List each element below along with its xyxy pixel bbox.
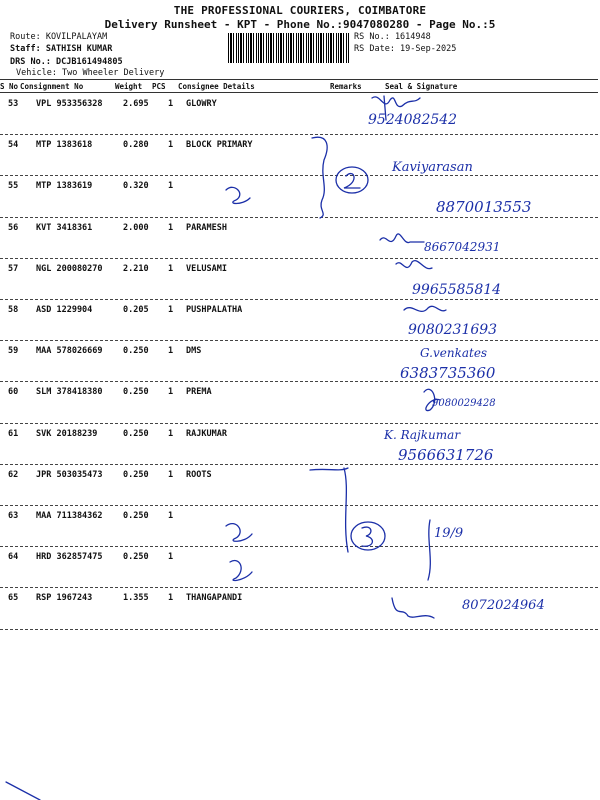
row-consignment: ASD 1229904 — [36, 305, 93, 315]
vehicle-label: Vehicle: Two Wheeler Delivery — [16, 68, 165, 78]
col-sno: S No — [0, 82, 19, 91]
row-consignment: MAA 578026669 — [36, 346, 103, 357]
row-weight: 2.210 — [123, 263, 149, 274]
rs-date: RS Date: 19-Sep-2025 — [354, 44, 457, 54]
row-consignment: KVT 3418361 — [36, 222, 93, 233]
phone-59: 6383735360 — [400, 364, 496, 382]
row-consignee: THANGAPANDI — [186, 593, 243, 604]
company-title: THE PROFESSIONAL COURIERS, COIMBATORE — [173, 4, 427, 17]
name-55: Kaviyarasan — [392, 160, 473, 175]
row-consignment: MTP 1383619 — [36, 181, 93, 192]
signature-53-scribble — [372, 97, 420, 107]
row-weight: 0.280 — [123, 140, 149, 151]
name-59: G.venkates — [420, 346, 488, 360]
route-label: Route: KOVILPALAYAM — [10, 32, 108, 42]
row-consignee: BLOCK PRIMARY — [186, 140, 253, 151]
row-pcs: 1 — [168, 222, 174, 233]
remark-line-62-down — [344, 468, 348, 552]
row-pcs: 1 — [168, 387, 174, 398]
row-pcs: 1 — [168, 346, 174, 357]
remark-bracket — [312, 137, 327, 218]
row-consignee: PARAMESH — [186, 222, 227, 233]
row-pcs: 1 — [168, 140, 174, 151]
row-weight: 2.000 — [123, 222, 149, 233]
col-remarks: Remarks — [330, 82, 362, 91]
row-consignee: RAJKUMAR — [186, 428, 227, 439]
row-sno: 54 — [8, 140, 19, 151]
row-consignee: VELUSAMI — [186, 263, 227, 274]
signature-57-scribble — [396, 261, 432, 269]
row-consignee: PREMA — [186, 387, 212, 398]
runsheet-subtitle: Delivery Runsheet - KPT - Phone No.:9047080280 - Page No.:5 — [104, 18, 496, 31]
row-weight: 0.250 — [123, 428, 149, 439]
row-pcs: 1 — [168, 181, 174, 192]
rs-number: RS No.: 1614948 — [354, 32, 431, 42]
row-sno: 60 — [8, 387, 19, 398]
corner-mark — [6, 782, 40, 800]
row-weight: 0.250 — [123, 511, 149, 521]
consignee-63-scribble — [226, 524, 252, 542]
row-sno: 62 — [8, 469, 19, 480]
row-consignment: RSP 1967243 — [36, 593, 93, 604]
row-sno: 63 — [8, 511, 19, 521]
row-weight: 2.695 — [123, 99, 149, 109]
row-pcs: 1 — [168, 428, 174, 439]
row-sno: 57 — [8, 263, 19, 274]
row-weight: 0.250 — [123, 387, 149, 398]
row-weight: 0.250 — [123, 346, 149, 357]
phone-55: 8870013553 — [436, 198, 532, 216]
row-pcs: 1 — [168, 511, 174, 521]
row-sno: 58 — [8, 305, 19, 315]
row-consignee: ROOTS — [186, 469, 212, 480]
phone-53: 9524082542 — [368, 112, 458, 128]
row-consignee: GLOWRY — [186, 99, 217, 109]
remark-circle-63-digit — [362, 527, 372, 546]
drs-label: DRS No.: DCJB161494805 — [10, 57, 123, 67]
signature-58-scribble — [404, 306, 446, 311]
row-weight: 0.320 — [123, 181, 149, 192]
row-sno: 61 — [8, 428, 19, 439]
remark-circle-55 — [336, 167, 368, 193]
row-pcs: 1 — [168, 263, 174, 274]
consignee-64-scribble — [230, 561, 252, 581]
phone-57: 9965585814 — [412, 282, 502, 298]
row-sno: 55 — [8, 181, 19, 192]
row-consignment: SLM 378418380 — [36, 387, 103, 398]
phone-58: 9080231693 — [408, 322, 498, 338]
row-sno: 59 — [8, 346, 19, 357]
consignee-55-scribble — [226, 187, 250, 203]
row-sno: 53 — [8, 99, 19, 109]
col-weight: Weight — [115, 82, 143, 91]
row-consignment: SVK 20188239 — [36, 428, 98, 439]
row-weight: 0.250 — [123, 552, 149, 563]
signature-65-scribble — [392, 598, 434, 618]
col-pcs: PCS — [152, 82, 166, 91]
row-consignee: DMS — [186, 346, 202, 357]
row-consignment: MTP 1383618 — [36, 140, 93, 151]
row-consignment: NGL 200080270 — [36, 263, 103, 274]
phone-61: 9566631726 — [398, 446, 494, 464]
name-61: K. Rajkumar — [384, 428, 461, 442]
row-sno: 65 — [8, 593, 19, 604]
phone-65: 8072024964 — [462, 598, 545, 613]
phone-60: 9080029428 — [432, 398, 496, 409]
row-pcs: 1 — [168, 593, 174, 604]
row-consignment: JPR 503035473 — [36, 469, 103, 480]
col-consignment: Consignment No — [20, 82, 84, 91]
signature-63-line — [428, 520, 430, 580]
row-consignment: HRD 362857475 — [36, 552, 103, 563]
row-consignment: MAA 711384362 — [36, 511, 103, 521]
row-weight: 0.205 — [123, 305, 149, 315]
staff-label: Staff: SATHISH KUMAR — [10, 44, 113, 54]
col-seal: Seal & Signature — [385, 82, 458, 91]
remark-line-62 — [310, 468, 348, 470]
row-sno: 56 — [8, 222, 19, 233]
phone-56: 8667042931 — [424, 240, 501, 254]
row-pcs: 1 — [168, 305, 174, 315]
col-consignee: Consignee Details — [178, 82, 255, 91]
row-sno: 64 — [8, 552, 19, 563]
remark-circle-55-digit — [344, 174, 360, 188]
row-pcs: 1 — [168, 552, 174, 563]
signature-56-scribble — [380, 234, 424, 243]
row-consignee: PUSHPALATHA — [186, 305, 243, 315]
row-weight: 0.250 — [123, 469, 149, 480]
row-pcs: 1 — [168, 469, 174, 480]
row-consignment: VPL 953356328 — [36, 99, 103, 109]
row-weight: 1.355 — [123, 593, 149, 604]
row-pcs: 1 — [168, 99, 174, 109]
date-63: 19/9 — [434, 526, 464, 541]
